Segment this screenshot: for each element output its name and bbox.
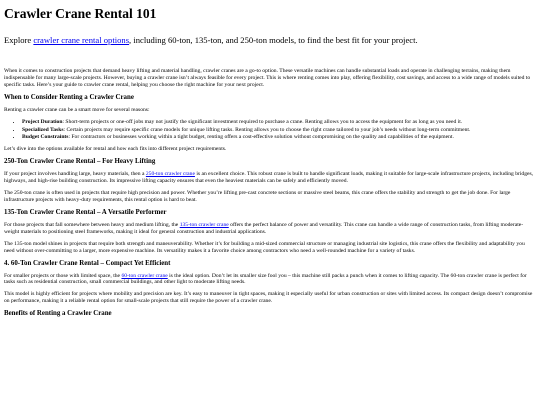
reason-text: : Short-term projects or one-off jobs may not justify the significant investment required to purchase a crane. Renting allows you to access the equipment for as long as you need it. — [62, 118, 463, 125]
intro-paragraph: When it comes to construction projects that demand heavy lifting and material handling, crawler cranes are a go-to option. These versatile machines can handle substantial loads and operate in challenging terrains, making them indispensable for many large-scale projects. However, buying a crawler crane isn’t always feasible for every project. This is where renting comes into play, offering flexibility, cost savings, and access to a wide range of models suited to specific tasks. Here’s your guide to crawler crane rental, helping you choose the right machine for your next project. — [4, 68, 531, 88]
section-250-text-after: is an excellent choice. This robust crane is built to handle significant loads, making it suitable for large-scale infrastructure projects, including bridges, highways, and high-rise building construction. Its impressive lifting capacity ensures that even the heaviest materials can be safely and efficiently moved. — [4, 171, 534, 185]
section-135-text-after: offers the perfect balance of power and versatility. This crane can handle a wide range of construction tasks, from lifting moderate-weight materials to positioning steel frameworks, making it ideal for general construction and industrial applications. — [4, 221, 524, 235]
lead-text-after: , including 60-ton, 135-ton, and 250-ton models, to find the best fit for your project. — [129, 35, 418, 45]
list-item — [22, 119, 536, 126]
reason-text: : Certain projects may require specific crane models for unique lifting tasks. Renting allows you to choose the right crane tailored to your job’s needs without long-term commitment. — [63, 126, 471, 133]
reason-term: Project Duration — [22, 118, 63, 125]
60-ton-crane-link[interactable]: 60-ton crawler crane — [121, 272, 168, 279]
list-item — [22, 127, 536, 134]
section-135-heading: 135-Ton Crawler Crane Rental – A Versatile Performer — [4, 208, 167, 216]
section-60-text-before: For smaller projects or those with limited space, the — [4, 272, 122, 279]
crawler-crane-rental-options-link[interactable]: crawler crane rental options — [33, 35, 130, 45]
section-250-text-before: If your project involves handling large, heavy materials, then a — [4, 171, 146, 178]
section-60-text-after: is the ideal option. Don’t let its smaller size fool you – this machine still packs a punch when it comes to lifting capacity. The 60-ton crawler crane is perfect for tasks such as residential construction, small commercial buildings, and other light to moderate lifting needs. — [4, 272, 527, 286]
reasons-list — [4, 119, 536, 142]
135-ton-crane-link[interactable]: 135-ton crawler crane — [179, 221, 229, 228]
reason-term: Specialized Tasks — [22, 126, 64, 133]
section-250-paragraph-2: The 250-ton crane is often used in projects that require high precision and power. Whether you’re lifting pre-cast concrete sections or massive steel beams, this crane offers the stability and strength to get the job done. For large infrastructure projects with heavy-duty requirements, this rental option is hard to beat. — [4, 190, 511, 203]
lead-paragraph — [4, 35, 536, 46]
when-to-rent-outro: Let’s dive into the options available for rental and how each fits into different project requirements. — [4, 146, 227, 153]
when-to-rent-heading: When to Consider Renting a Crawler Crane — [4, 93, 134, 101]
section-250-heading: 250-Ton Crawler Crane Rental – For Heavy Lifting — [4, 158, 156, 166]
section-250-paragraph-1 — [4, 171, 536, 185]
section-135-paragraph-1 — [4, 222, 536, 236]
page-title: Crawler Crane Rental 101 — [4, 6, 157, 21]
reason-term: Budget Constraints — [22, 134, 69, 141]
reason-text: : For contractors or businesses working within a tight budget, renting offers a cost-effective solution without compromising on the quality and capabilities of the equipment. — [68, 134, 454, 141]
section-135-paragraph-2: The 135-ton model shines in projects that require both strength and maneuverability. Whether it’s for building a mid-sized commercial structure or managing industrial site logistics, this crane offers the flexibility and adaptability you need without over-committing to a larger, more expensive machine. Its versatility makes it a favorite choice among contractors who need a well-rounded machine for a variety of tasks. — [4, 240, 525, 254]
250-ton-crane-link[interactable]: 250-ton crawler crane — [145, 171, 195, 178]
section-60-heading: 4. 60-Ton Crawler Crane Rental – Compact Yet Efficient — [4, 259, 171, 267]
section-60-paragraph-2: This model is highly efficient for projects where mobility and precision are key. It’s easy to maneuver in tight spaces, making it especially useful for urban construction or sites with limited access. Its compact design doesn’t compromise on performance, making it a reliable rental option for small-scale projects that still require the power of a crawler crane. — [4, 291, 533, 305]
benefits-heading: Benefits of Renting a Crawler Crane — [4, 310, 112, 318]
when-to-rent-intro: Renting a crawler crane can be a smart move for several reasons: — [4, 106, 150, 113]
lead-text-before: Explore — [4, 35, 34, 45]
section-135-text-before: For those projects that fall somewhere between heavy and medium lifting, the — [4, 221, 180, 228]
section-60-paragraph-1 — [4, 273, 536, 287]
list-item — [22, 134, 536, 141]
